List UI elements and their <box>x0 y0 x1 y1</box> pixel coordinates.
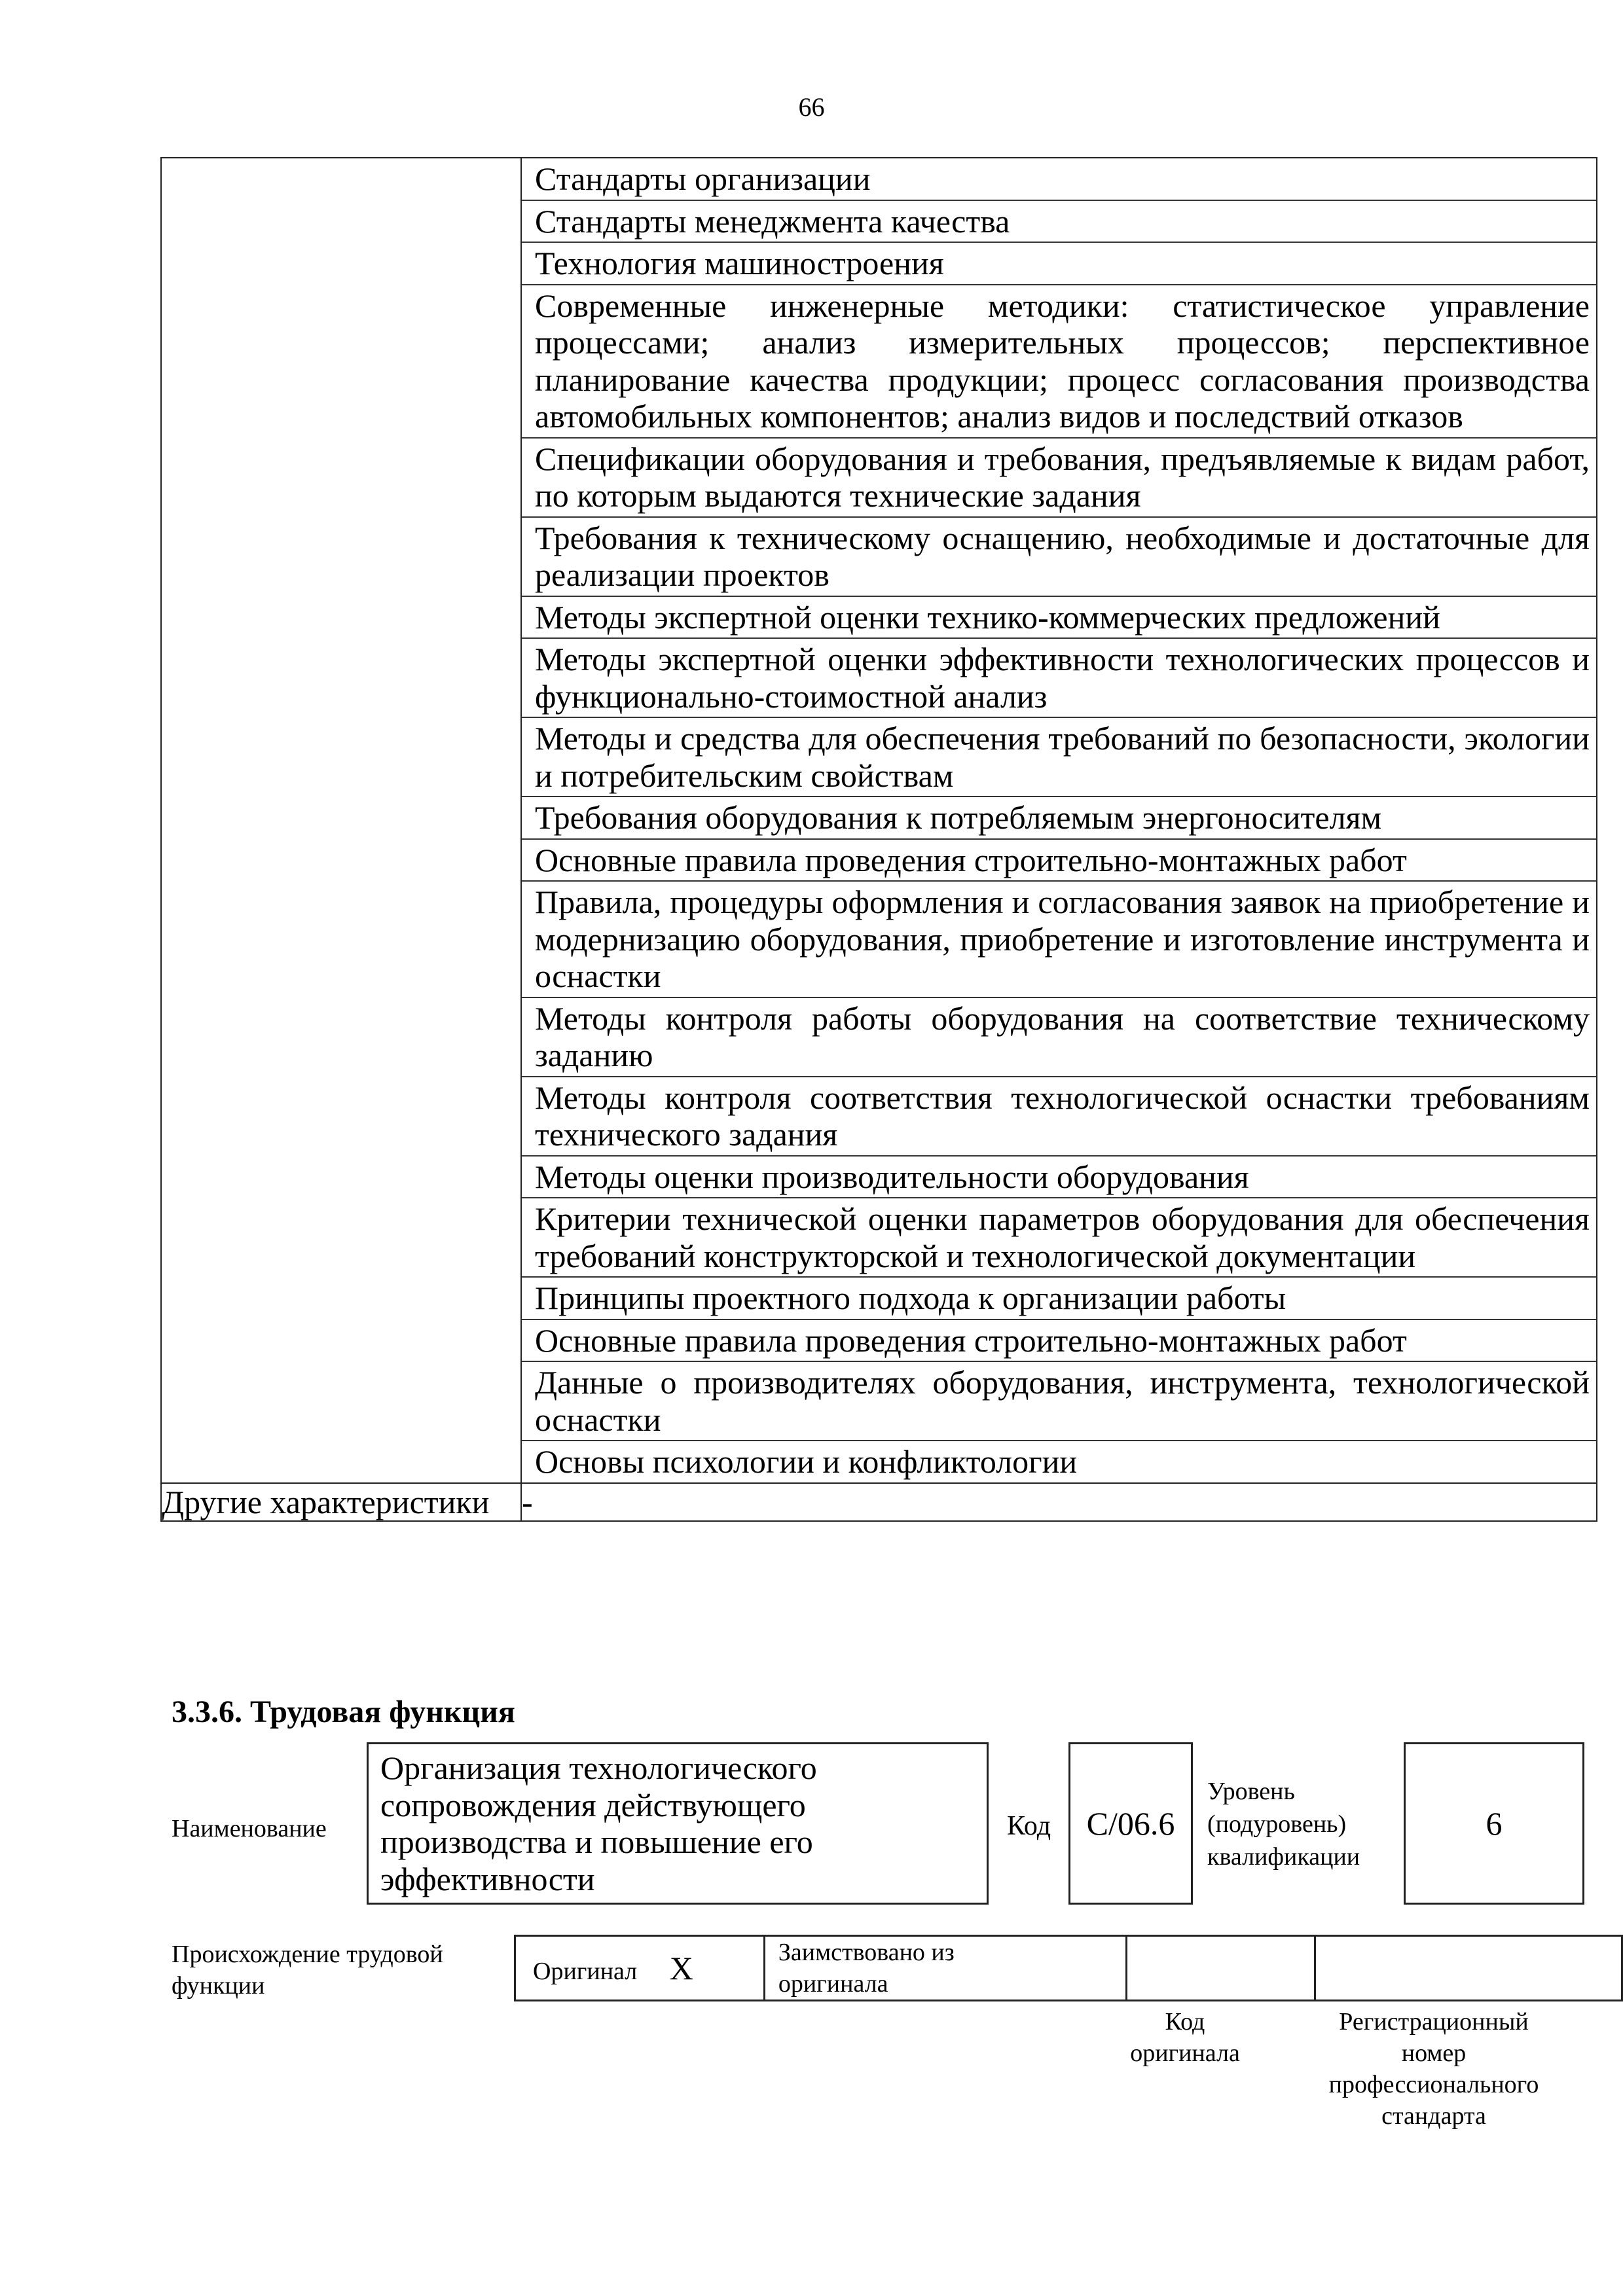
knowledge-item: Методы экспертной оценки технико-коммерческих предложений <box>522 597 1596 639</box>
function-code-label: Код <box>1007 1811 1051 1841</box>
knowledge-item: Методы экспертной оценки эффективности технологических процессов и функционально-стоимостной анализ <box>522 639 1596 718</box>
knowledge-item: Требования к техническому оснащению, необходимые и достаточные для реализации проектов <box>522 518 1596 597</box>
knowledge-item: Критерии технической оценки параметров оборудования для обеспечения требований конструкторской и технологической документации <box>522 1198 1596 1278</box>
function-name-value: Организация технологического сопровождения действующего производства и повышение его эффективности <box>380 1749 817 1897</box>
origin-label <box>172 1939 443 2001</box>
knowledge-left-cell <box>161 158 521 1483</box>
knowledge-row <box>161 158 1597 1483</box>
original-label: Оригинал <box>533 1958 638 1985</box>
qualification-level-label-line: (подуровень) <box>1207 1810 1347 1838</box>
caption-line: Регистрационный <box>1339 2008 1529 2036</box>
knowledge-item: Методы оценки производительности оборудования <box>522 1157 1596 1199</box>
origin-label-line: функции <box>172 1972 265 2000</box>
registration-number-cell <box>1315 1936 1622 2001</box>
registration-number-caption <box>1270 2006 1597 2132</box>
page-number: 66 <box>798 92 825 122</box>
knowledge-item: Спецификации оборудования и требования, предъявляемые к видам работ, по которым выдаются технические задания <box>522 439 1596 518</box>
original-code-caption <box>1087 2006 1283 2069</box>
qualification-level-box <box>1404 1742 1584 1905</box>
knowledge-item: Современные инженерные методики: статистическое управление процессами; анализ измерительных процессов; перспективное планирование качества продукции; процесс согласования производства автомобильных компонентов; анализ видов и последствий отказов <box>522 285 1596 439</box>
original-code-cell <box>1126 1936 1315 2001</box>
knowledge-item: Методы контроля соответствия технологической оснастки требованиям технического задания <box>522 1077 1596 1157</box>
knowledge-item: Данные о производителях оборудования, инструмента, технологической оснастки <box>522 1362 1596 1441</box>
section-heading: 3.3.6. Трудовая функция <box>172 1695 515 1729</box>
knowledge-item: Правила, процедуры оформления и согласования заявок на приобретение и модернизацию оборудования, приобретение и изготовление инструмента и оснастки <box>522 882 1596 998</box>
caption-line: оригинала <box>1130 2039 1240 2067</box>
knowledge-item: Методы и средства для обеспечения требований по безопасности, экологии и потребительским свойствам <box>522 718 1596 797</box>
qualification-level-value: 6 <box>1486 1805 1503 1842</box>
knowledge-item: Принципы проектного подхода к организации работы <box>522 1278 1596 1320</box>
knowledge-item: Стандарты менеджмента качества <box>522 201 1596 243</box>
knowledge-item: Основные правила проведения строительно-монтажных работ <box>522 1320 1596 1363</box>
caption-line: номер <box>1401 2039 1467 2067</box>
caption-line: профессионального <box>1328 2071 1539 2098</box>
other-characteristics-value: - <box>521 1483 1597 1521</box>
other-characteristics-label: Другие характеристики <box>161 1483 521 1521</box>
original-mark: X <box>669 1950 693 1986</box>
knowledge-item: Основные правила проведения строительно-монтажных работ <box>522 840 1596 882</box>
knowledge-item: Технология машиностроения <box>522 243 1596 285</box>
borrowed-label-line: оригинала <box>778 1970 888 1998</box>
original-cell <box>515 1936 765 2001</box>
qualification-level-label-line: Уровень <box>1207 1778 1295 1805</box>
knowledge-item: Основы психологии и конфликтологии <box>535 1443 1078 1480</box>
other-characteristics-row <box>161 1483 1597 1521</box>
origin-table <box>514 1935 1623 2001</box>
caption-line: стандарта <box>1381 2102 1486 2130</box>
function-code-box <box>1068 1742 1193 1905</box>
knowledge-list <box>521 158 1597 1483</box>
qualification-level-label <box>1207 1775 1360 1873</box>
function-name-box <box>367 1742 989 1905</box>
origin-row <box>515 1936 1622 2001</box>
function-code-value: С/06.6 <box>1086 1805 1175 1842</box>
knowledge-item: Методы контроля работы оборудования на соответствие техническому заданию <box>522 998 1596 1077</box>
knowledge-item: Требования оборудования к потребляемым энергоносителям <box>522 797 1596 840</box>
caption-line: Код <box>1165 2008 1205 2036</box>
borrowed-label-line: Заимствовано из <box>778 1939 955 1966</box>
knowledge-item: Стандарты организации <box>522 158 1596 201</box>
borrowed-cell <box>764 1936 1126 2001</box>
knowledge-table <box>160 157 1597 1522</box>
origin-label-line: Происхождение трудовой <box>172 1941 443 1968</box>
qualification-level-label-line: квалификации <box>1207 1843 1360 1871</box>
function-name-label: Наименование <box>172 1815 327 1842</box>
